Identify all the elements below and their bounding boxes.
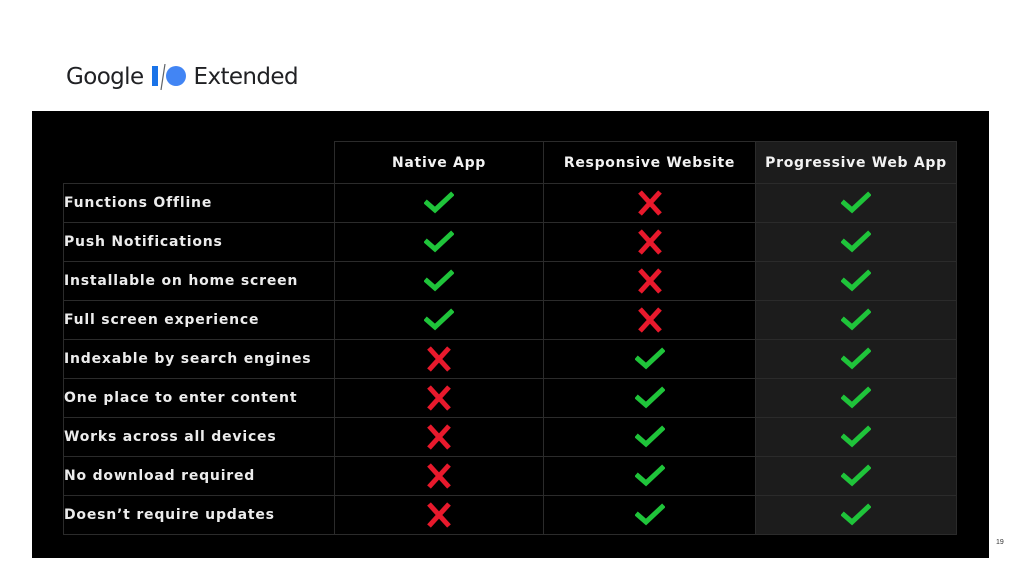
check-icon xyxy=(841,268,871,294)
cross-icon xyxy=(424,385,454,411)
check-icon xyxy=(841,346,871,372)
native-app-cell xyxy=(335,340,544,379)
progressive-web-app-cell xyxy=(756,223,957,262)
responsive-website-cell xyxy=(544,379,756,418)
feature-label: Works across all devices xyxy=(64,418,335,457)
progressive-web-app-cell xyxy=(756,379,957,418)
table-row xyxy=(64,340,957,379)
check-icon xyxy=(635,424,665,450)
check-icon xyxy=(841,424,871,450)
feature-label: One place to enter content xyxy=(64,379,335,418)
progressive-web-app-cell xyxy=(756,301,957,340)
native-app-cell xyxy=(335,418,544,457)
feature-label: Indexable by search engines xyxy=(64,340,335,379)
native-app-cell xyxy=(335,301,544,340)
cross-icon xyxy=(635,229,665,255)
cross-icon xyxy=(635,268,665,294)
check-icon xyxy=(424,190,454,216)
table-row xyxy=(64,184,957,223)
check-icon xyxy=(424,229,454,255)
responsive-website-cell xyxy=(544,340,756,379)
table-row xyxy=(64,262,957,301)
native-app-cell xyxy=(335,457,544,496)
check-icon xyxy=(424,268,454,294)
responsive-website-cell xyxy=(544,457,756,496)
table-row xyxy=(64,496,957,535)
cross-icon xyxy=(424,463,454,489)
cross-icon xyxy=(424,502,454,528)
progressive-web-app-cell xyxy=(756,457,957,496)
responsive-website-cell xyxy=(544,301,756,340)
header-empty-cell xyxy=(64,142,335,184)
table-row xyxy=(64,223,957,262)
feature-label: Push Notifications xyxy=(64,223,335,262)
header-native-app: Native App xyxy=(335,142,544,184)
progressive-web-app-cell xyxy=(756,496,957,535)
responsive-website-cell xyxy=(544,262,756,301)
cross-icon xyxy=(635,190,665,216)
header-row xyxy=(64,142,957,184)
logo-extended-text: Extended xyxy=(193,64,298,90)
cross-icon xyxy=(424,424,454,450)
page-number: 19 xyxy=(996,539,1004,546)
check-icon xyxy=(841,502,871,528)
check-icon xyxy=(841,190,871,216)
responsive-website-cell xyxy=(544,418,756,457)
table-row xyxy=(64,379,957,418)
feature-label: No download required xyxy=(64,457,335,496)
responsive-website-cell xyxy=(544,223,756,262)
io-mark-icon xyxy=(150,64,190,90)
native-app-cell xyxy=(335,379,544,418)
native-app-cell xyxy=(335,496,544,535)
feature-label: Full screen experience xyxy=(64,301,335,340)
responsive-website-cell xyxy=(544,496,756,535)
feature-label: Doesn’t require updates xyxy=(64,496,335,535)
progressive-web-app-cell xyxy=(756,184,957,223)
responsive-website-cell xyxy=(544,184,756,223)
feature-label: Functions Offline xyxy=(64,184,335,223)
comparison-table xyxy=(63,141,957,535)
check-icon xyxy=(841,229,871,255)
check-icon xyxy=(635,385,665,411)
table-row xyxy=(64,418,957,457)
check-icon xyxy=(635,346,665,372)
cross-icon xyxy=(635,307,665,333)
cross-icon xyxy=(424,346,454,372)
check-icon xyxy=(841,385,871,411)
check-icon xyxy=(635,463,665,489)
progressive-web-app-cell xyxy=(756,340,957,379)
native-app-cell xyxy=(335,262,544,301)
feature-label: Installable on home screen xyxy=(64,262,335,301)
header-progressive-web-app: Progressive Web App xyxy=(756,142,957,184)
native-app-cell xyxy=(335,223,544,262)
table-body xyxy=(64,184,957,535)
table-row xyxy=(64,457,957,496)
google-io-extended-logo xyxy=(66,60,298,94)
check-icon xyxy=(841,463,871,489)
header-responsive-website: Responsive Website xyxy=(544,142,756,184)
progressive-web-app-cell xyxy=(756,418,957,457)
native-app-cell xyxy=(335,184,544,223)
check-icon xyxy=(635,502,665,528)
progressive-web-app-cell xyxy=(756,262,957,301)
logo-google-text: Google xyxy=(66,64,144,90)
table-row xyxy=(64,301,957,340)
check-icon xyxy=(841,307,871,333)
check-icon xyxy=(424,307,454,333)
